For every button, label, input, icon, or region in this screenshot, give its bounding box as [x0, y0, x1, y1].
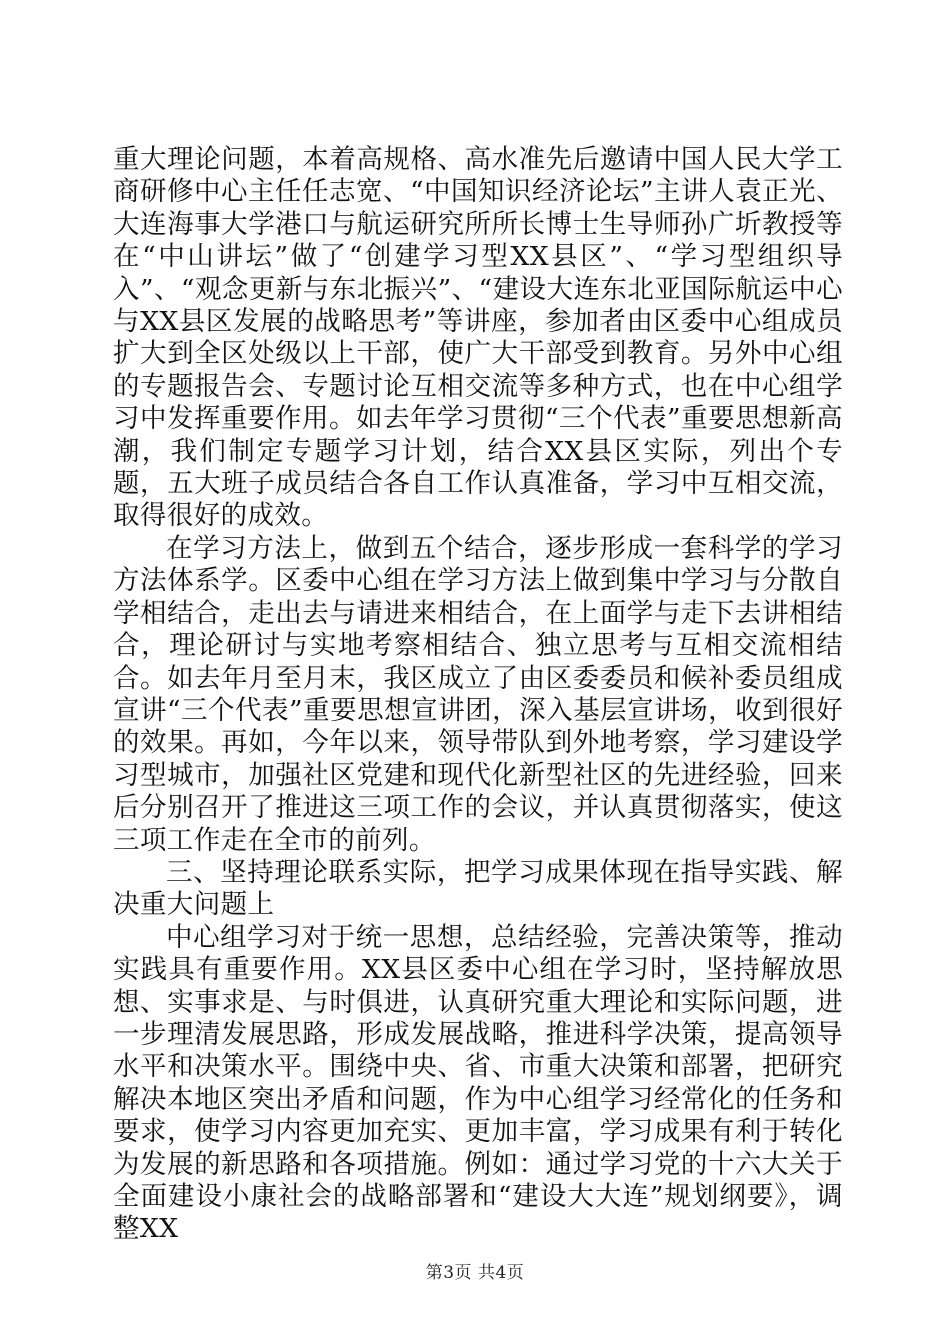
document-body: [113, 144, 843, 1246]
section-heading-3: 三、坚持理论联系实际，把学习成果体现在指导实践、解决重大问题上: [113, 856, 843, 921]
paragraph-2: 在学习方法上，做到五个结合，逐步形成一套科学的学习方法体系学。区委中心组在学习方法上做到集中学习与分散自学相结合，走出去与请进来相结合，在上面学与走下去讲相结合，理论研讨与实地考察相结合、独立思考与互相交流相结合。如去年月至月末，我区成立了由区委委员和候补委员组成宣讲“三个代表”重要思想宣讲团，深入基层宣讲场，收到很好的效果。再如，今年以来，领导带队到外地考察，学习建设学习型城市，加强社区党建和现代化新型社区的先进经验，回来后分别召开了推进这三项工作的会议，并认真贯彻落实，使这三项工作走在全市的前列。: [113, 532, 843, 856]
paragraph-4: 中心组学习对于统一思想，总结经验，完善决策等，推动实践具有重要作用。XX县区委中心组在学习时，坚持解放思想、实事求是、与时俱进，认真研究重大理论和实际问题，进一步理清发展思路，形成发展战略，推进科学决策，提高领导水平和决策水平。围绕中央、省、市重大决策和部署，把研究解决本地区突出矛盾和问题，作为中心组学习经常化的任务和要求，使学习内容更加充实、更加丰富，学习成果有利于转化为发展的新思路和各项措施。例如：通过学习党的十六大关于全面建设小康社会的战略部署和“建设大大连”规划纲要》，调整XX: [113, 921, 843, 1245]
page-footer: 第3页 共4页: [425, 1263, 525, 1283]
paragraph-1: 重大理论问题，本着高规格、高水准先后邀请中国人民大学工商研修中心主任任志宽、“中国知识经济论坛”主讲人袁正光、大连海事大学港口与航运研究所所长博士生导师孙广圻教授等在“中山讲坛”做了“创建学习型XX县区”、“学习型组织导入”、“观念更新与东北振兴”、“建设大连东北亚国际航运中心与XX县区发展的战略思考”等讲座，参加者由区委中心组成员扩大到全区处级以上干部，使广大干部受到教育。另外中心组的专题报告会、专题讨论互相交流等多种方式，也在中心组学习中发挥重要作用。如去年学习贯彻“三个代表”重要思想新高潮，我们制定专题学习计划，结合XX县区实际，列出个专题，五大班子成员结合各自工作认真准备，学习中互相交流，取得很好的成效。: [113, 144, 843, 532]
